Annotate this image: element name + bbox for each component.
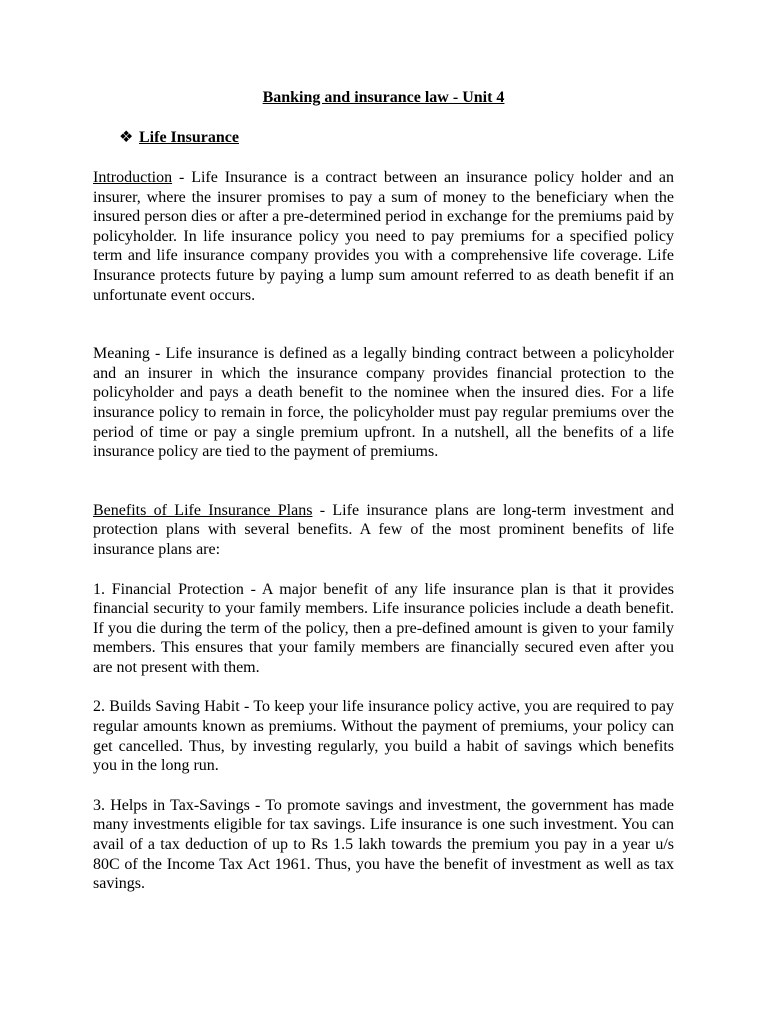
introduction-label: Introduction xyxy=(93,169,173,186)
benefit-item-tax-savings: 3. Helps in Tax-Savings - To promote savings and investment, the government has made many investments eligible for tax savings. Life insurance is one such investment. You can avail of a tax deduction of up to Rs 1.5 lakh towards the premium you pay in a year u/s 80C of the Income Tax Act 1961. Thus, you have the benefit of investment as well as tax savings. xyxy=(93,796,674,893)
benefits-paragraph xyxy=(93,501,674,560)
diamond-bullet-icon: ❖ xyxy=(119,129,134,146)
benefit-item-saving-habit: 2. Builds Saving Habit - To keep your life insurance policy active, you are required to pay regular amounts known as premiums. Without the payment of premiums, your policy can get cancelled. Thus, by investing regularly, you build a habit of savings which benefits you in the long run. xyxy=(93,698,674,775)
section-heading-text: Life Insurance xyxy=(139,129,239,146)
introduction-paragraph xyxy=(93,168,674,305)
benefits-intro-text: - Life insurance plans are long-term investment and protection plans with several benefits. A few of the most prominent benefits of life insurance plans are: xyxy=(93,501,674,558)
document-page xyxy=(93,88,674,894)
section-heading xyxy=(93,128,674,148)
meaning-paragraph: Meaning - Life insurance is defined as a legally binding contract between a policyholder and an insurer in which the insurance company provides financial protection to the policyholder and pays a death benefit to the nominee when the insured dies. For a life insurance policy to remain in force, the policyholder must pay regular premiums over the period of time or pay a single premium upfront. In a nutshell, all the benefits of a life insurance policy are tied to the payment of premiums. xyxy=(93,345,674,461)
document-title: Banking and insurance law - Unit 4 xyxy=(262,89,505,106)
introduction-text: - Life Insurance is a contract between an insurance policy holder and an insurer, where the insurer promises to pay a sum of money to the beneficiary when the insured person dies or after a pre-determined period in exchange for the premiums paid by policyholder. In life insurance policy you need to pay premiums for a specified policy term and life insurance company provides you with a comprehensive life coverage. Life Insurance protects future by paying a lump sum amount referred to as death benefit if an unfortunate event occurs. xyxy=(93,169,674,304)
benefit-item-financial-protection: 1. Financial Protection - A major benefit of any life insurance plan is that it provides financial security to your family members. Life insurance policies include a death benefit. If you die during the term of the policy, then a pre-defined amount is given to your family members. This ensures that your family members are financially secured even after you are not present with them. xyxy=(93,580,674,676)
benefits-label: Benefits of Life Insurance Plans xyxy=(93,501,313,519)
